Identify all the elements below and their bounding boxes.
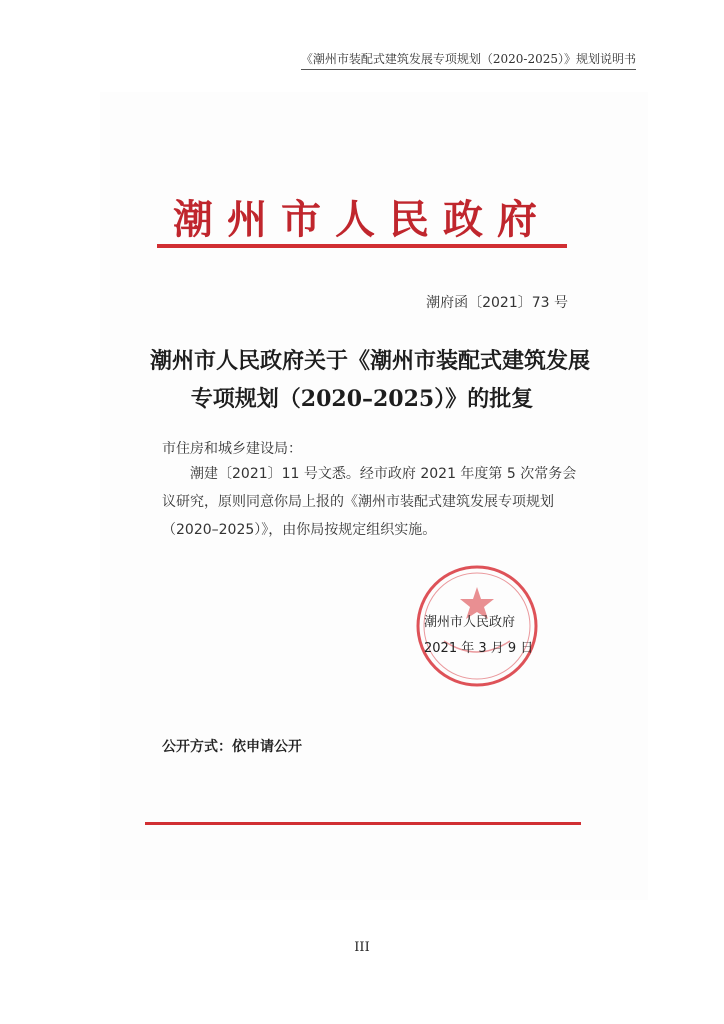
body-line-2: 议研究，原则同意你局上报的《潮州市装配式建筑发展专项规划 xyxy=(162,494,554,510)
disclosure-method: 公开方式：依申请公开 xyxy=(162,739,302,755)
addressee: 市住房和城乡建设局： xyxy=(162,441,302,457)
letterhead-title: 潮州市人民政府 xyxy=(173,196,551,243)
signature-date: 2021 年 3 月 9 日 xyxy=(424,641,534,656)
signature-block xyxy=(424,610,533,662)
body-text xyxy=(162,460,582,544)
document-number: 潮府函〔2021〕73 号 xyxy=(426,295,568,311)
body-line-1: 潮建〔2021〕11 号文悉。经市政府 2021 年度第 5 次常务会 xyxy=(162,466,577,482)
body-line-3: （2020–2025）》，由你局按规定组织实施。 xyxy=(162,522,437,538)
page-number: III xyxy=(354,940,370,955)
document-title-line-2: 专项规划（2020–2025）》的批复 xyxy=(190,386,534,412)
document-title-line-1: 潮州市人民政府关于《潮州市装配式建筑发展 xyxy=(150,348,591,374)
bottom-red-rule xyxy=(145,822,581,825)
running-header: 《潮州市装配式建筑发展专项规划（2020-2025）》规划说明书 xyxy=(301,50,636,70)
document-title xyxy=(150,342,591,418)
letterhead-red-rule xyxy=(157,244,567,248)
signature-issuer: 潮州市人民政府 xyxy=(424,615,516,630)
